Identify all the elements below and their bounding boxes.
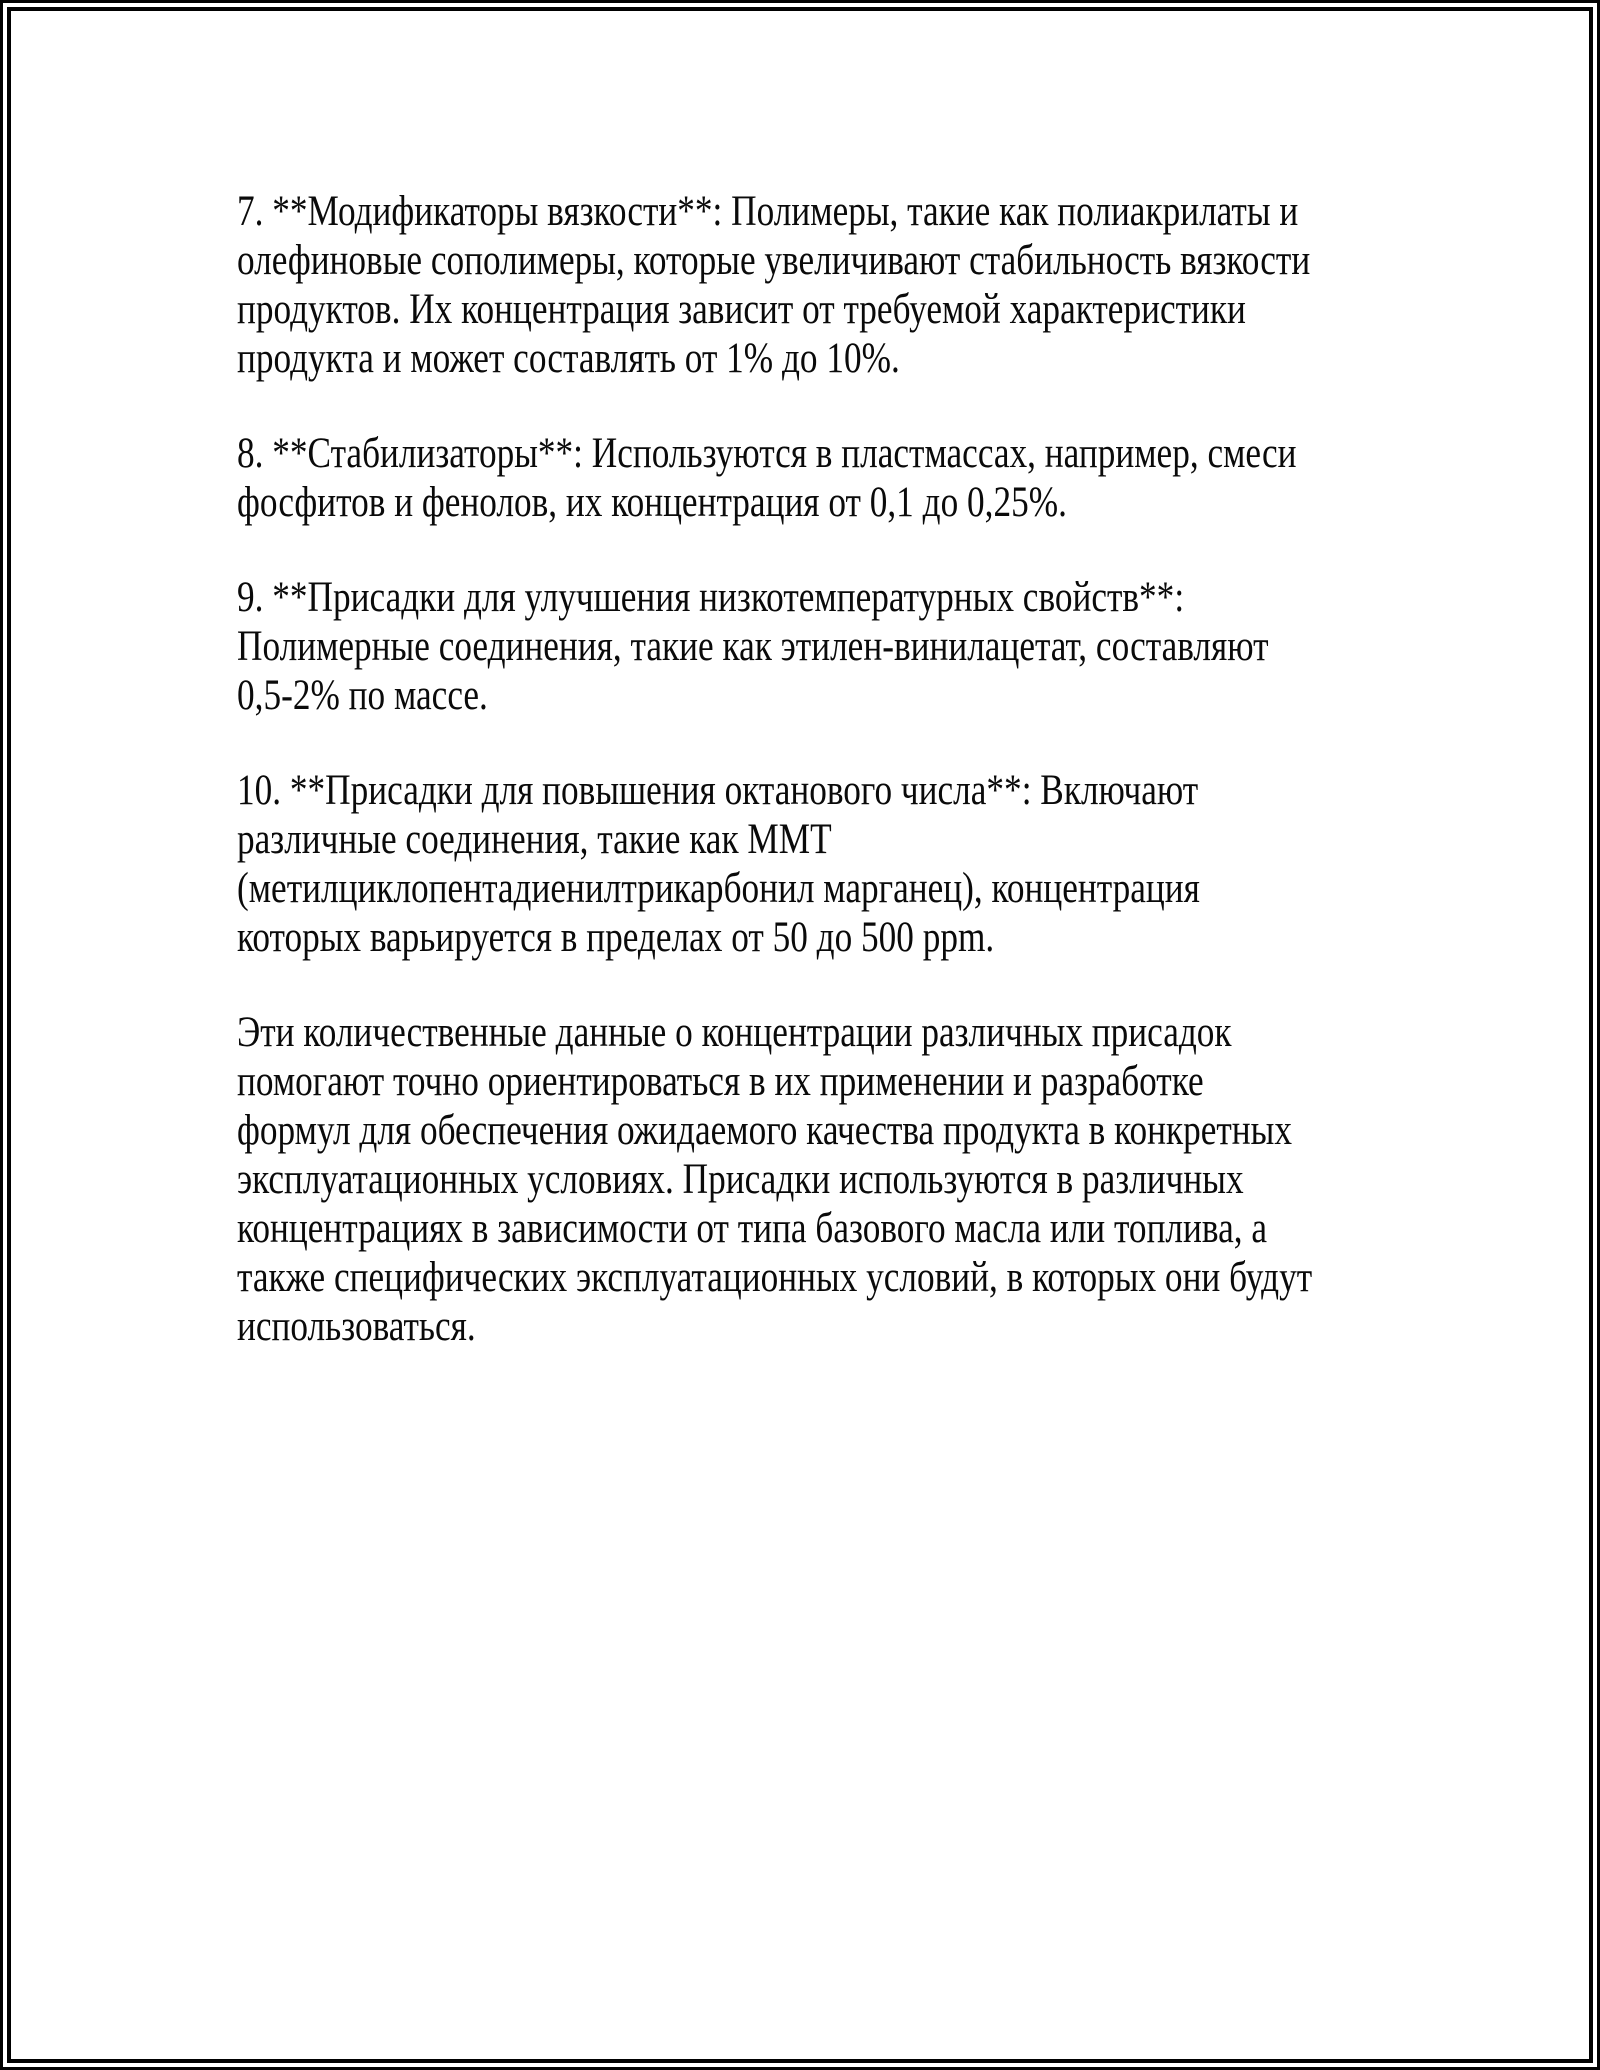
text-line: концентрациях в зависимости от типа базового масла или топлива, а	[237, 1205, 1268, 1252]
text-line: (метилциклопентадиенилтрикарбонил марганец), концентрация	[237, 865, 1200, 912]
text-line: фосфитов и фенолов, их концентрация от 0,1 до 0,25%.	[237, 479, 1067, 526]
text-line: продукта и может составлять от 1% до 10%.	[237, 335, 900, 382]
paragraph-10	[237, 766, 1346, 962]
paragraph-9	[237, 573, 1346, 720]
page-border-inner	[7, 7, 1593, 2063]
closing-paragraph	[237, 1008, 1346, 1351]
paragraph-7	[237, 187, 1346, 383]
text-line: 7. **Модификаторы вязкости**: Полимеры, такие как полиакрилаты и	[237, 188, 1299, 235]
text-line: 8. **Стабилизаторы**: Используются в пластмассах, например, смеси	[237, 430, 1297, 477]
paragraph-8	[237, 429, 1346, 527]
text-line: 10. **Присадки для повышения октанового числа**: Включают	[237, 767, 1199, 814]
text-line: продуктов. Их концентрация зависит от требуемой характеристики	[237, 286, 1246, 333]
text-line: различные соединения, такие как ММТ	[237, 816, 832, 863]
text-line: 0,5-2% по массе.	[237, 672, 488, 719]
text-line: которых варьируется в пределах от 50 до 500 ppm.	[237, 914, 995, 961]
text-line: олефиновые сополимеры, которые увеличивают стабильность вязкости	[237, 237, 1311, 284]
text-line: использоваться.	[237, 1303, 476, 1350]
text-line: формул для обеспечения ожидаемого качества продукта в конкретных	[237, 1107, 1292, 1154]
text-line: Полимерные соединения, такие как этилен-винилацетат, составляют	[237, 623, 1269, 670]
text-line: также специфических эксплуатационных условий, в которых они будут	[237, 1254, 1313, 1301]
text-line: эксплуатационных условиях. Присадки используются в различных	[237, 1156, 1244, 1203]
document-body	[11, 11, 1589, 1351]
text-line: 9. **Присадки для улучшения низкотемпературных свойств**:	[237, 574, 1185, 621]
text-line: помогают точно ориентироваться в их применении и разработке	[237, 1058, 1204, 1105]
text-line: Эти количественные данные о концентрации различных присадок	[237, 1009, 1232, 1056]
